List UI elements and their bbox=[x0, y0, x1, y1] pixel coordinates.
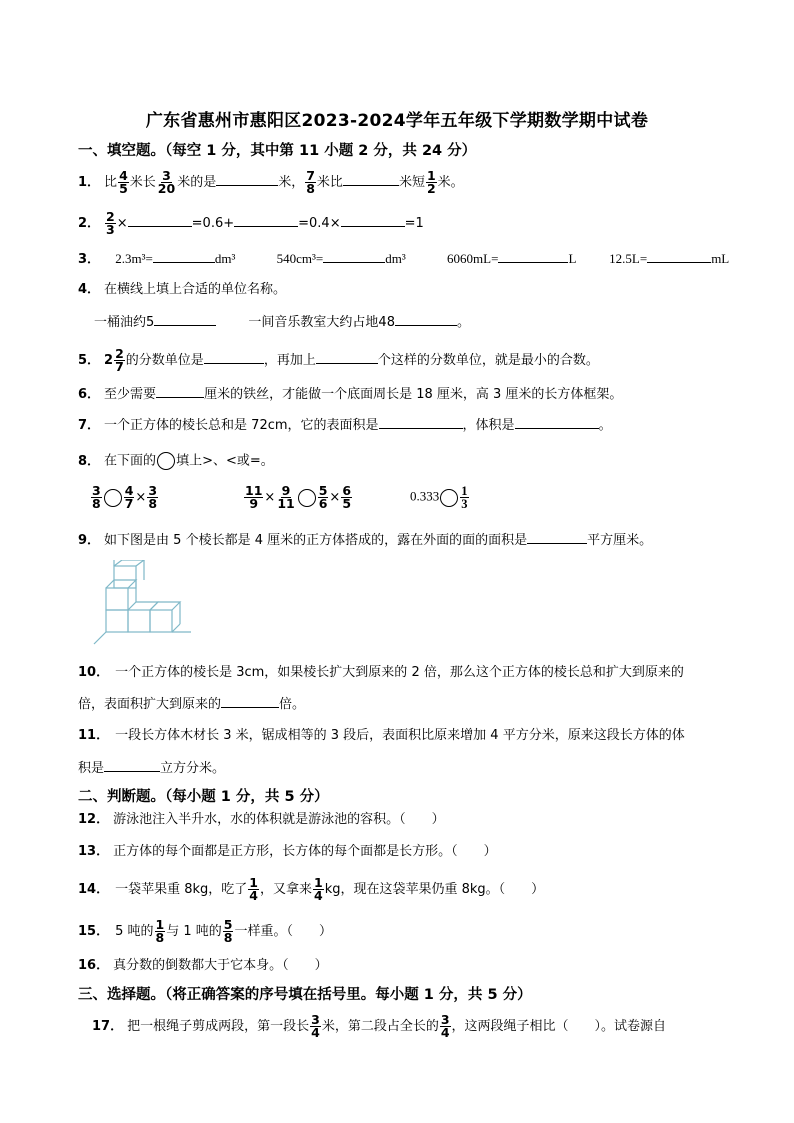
question-2: 2． $\frac{2}{3}$ × =0.6+ =0.4× =1 bbox=[78, 209, 424, 237]
compare-circle[interactable] bbox=[440, 489, 458, 507]
question-10: 10． 一个正方体的棱长是 3cm，如果棱长扩大到原来的 2 倍，那么这个正方体的棱长总和扩大到原来的 bbox=[78, 665, 684, 680]
question-number: 15． bbox=[78, 924, 110, 939]
answer-blank[interactable] bbox=[515, 416, 599, 429]
question-number: 12． bbox=[78, 812, 110, 827]
question-7: 7． 一个正方体的棱长总和是 72cm，它的表面积是 ，体积是 。 bbox=[78, 418, 612, 433]
question-number: 7． bbox=[78, 418, 101, 433]
question-16: 16． 真分数的倒数都大于它本身。（ ） bbox=[78, 958, 328, 973]
answer-blank[interactable] bbox=[216, 173, 278, 186]
question-number: 5． bbox=[78, 353, 101, 368]
compare-circle[interactable] bbox=[157, 452, 175, 470]
compare-circle[interactable] bbox=[104, 489, 122, 507]
question-8: 8． 在下面的 填上>、<或=。 bbox=[78, 453, 274, 469]
question-5: 5． 2 $\frac{2}{7}$ 的分数单位是 ，再加上 个这样的分数单位，就是最小的合数。 bbox=[78, 346, 599, 374]
question-number: 11． bbox=[78, 728, 110, 743]
question-10-line2: 倍，表面积扩大到原来的 倍。 bbox=[78, 697, 306, 712]
fraction: $\frac{2}{7}$ bbox=[115, 346, 124, 374]
section-true-false: 二、判断题。（每小题 1 分，共 5 分） bbox=[78, 789, 329, 805]
exam-title: 广东省惠州市惠阳区2023-2024学年五年级下学期数学期中试卷 bbox=[145, 111, 649, 131]
question-number: 8． bbox=[78, 453, 101, 469]
fraction: $\frac{3}{20}$ bbox=[157, 168, 176, 196]
fraction: $\frac{2}{3}$ bbox=[106, 209, 115, 237]
question-1: 1． 比 $\frac{4}{5}$ 米长 $\frac{3}{20}$ 米的是 米， $\frac{7}{8}$ 米比 米短 $\frac{1}{2}$ 米。 bbox=[78, 168, 464, 196]
answer-blank[interactable] bbox=[343, 173, 399, 186]
question-11-line2: 积是 立方分米。 bbox=[78, 761, 226, 776]
answer-blank[interactable] bbox=[154, 313, 216, 326]
question-number: 17． bbox=[92, 1019, 124, 1034]
section-fill-in: 一、填空题。（每空 1 分，其中第 11 小题 2 分，共 24 分） bbox=[78, 143, 477, 159]
question-number: 16． bbox=[78, 958, 110, 973]
fraction: $\frac{4}{5}$ bbox=[119, 168, 128, 196]
question-14: 14． 一袋苹果重 8kg，吃了 $\frac{1}{4}$ ，又拿来 $\frac{1}{4}$ kg，现在这袋苹果仍重 8kg。（ ） bbox=[78, 875, 545, 903]
question-number: 10． bbox=[78, 665, 110, 680]
answer-blank[interactable] bbox=[316, 351, 378, 364]
answer-blank[interactable] bbox=[323, 250, 385, 263]
compare-circle[interactable] bbox=[298, 489, 316, 507]
answer-blank[interactable] bbox=[204, 351, 264, 364]
question-4: 4． 在横线上填上合适的单位名称。 bbox=[78, 282, 287, 297]
fraction: $\frac{1}{2}$ bbox=[426, 168, 436, 196]
answer-blank[interactable] bbox=[153, 250, 215, 263]
answer-blank[interactable] bbox=[221, 695, 279, 708]
question-8-expr-1: $\frac{3}{8}$ $\frac{4}{7}$ × $\frac{3}{8}$ bbox=[92, 483, 158, 511]
question-15: 15． 5 吨的 $\frac{1}{8}$ 与 1 吨的 $\frac{5}{8}$ 一样重。（ ） bbox=[78, 917, 332, 945]
section-multiple-choice: 三、选择题。（将正确答案的序号填在括号里。每小题 1 分，共 5 分） bbox=[78, 987, 532, 1003]
question-number: 1． bbox=[78, 175, 101, 190]
answer-blank[interactable] bbox=[647, 250, 711, 263]
question-13: 13． 正方体的每个面都是正方形，长方体的每个面都是长方形。（ ） bbox=[78, 844, 497, 859]
answer-blank[interactable] bbox=[498, 250, 568, 263]
question-number: 13． bbox=[78, 844, 110, 859]
question-number: 6． bbox=[78, 387, 101, 402]
answer-blank[interactable] bbox=[234, 214, 298, 227]
question-4-parts: 一桶油约5 一间音乐教室大约占地48 。 bbox=[94, 315, 470, 330]
question-17: 17． 把一根绳子剪成两段，第一段长 $\frac{3}{4}$ 米，第二段占全长的 $\frac{3}{4}$ ，这两段绳子相比（ ）。试卷源自 bbox=[92, 1012, 667, 1040]
question-9: 9． 如下图是由 5 个棱长都是 4 厘米的正方体搭成的，露在外面的面的面积是 平方厘米。 bbox=[78, 533, 653, 548]
question-number: 14． bbox=[78, 882, 110, 897]
question-11: 11． 一段长方体木材长 3 米，锯成相等的 3 段后，表面积比原来增加 4 平方分米，原来这段长方体的体 bbox=[78, 728, 685, 743]
cube-figure bbox=[92, 560, 192, 652]
answer-blank[interactable] bbox=[341, 214, 405, 227]
answer-blank[interactable] bbox=[104, 759, 160, 772]
answer-blank[interactable] bbox=[395, 313, 457, 326]
answer-blank[interactable] bbox=[527, 531, 587, 544]
question-number: 9． bbox=[78, 533, 101, 548]
question-number: 2． bbox=[78, 216, 101, 231]
question-6: 6． 至少需要 厘米的铁丝，才能做一个底面周长是 18 厘米，高 3 厘米的长方体框架。 bbox=[78, 387, 623, 402]
question-8-expr-3: 0.333 $\frac{1}{3}$ bbox=[410, 484, 468, 511]
answer-blank[interactable] bbox=[379, 416, 463, 429]
answer-blank[interactable] bbox=[156, 385, 204, 398]
question-8-expr-2: $\frac{11}{9}$ × $\frac{9}{11}$ $\frac{5}{6}$ × $\frac{6}{5}$ bbox=[245, 483, 352, 511]
question-3: 3． 2.3m³= dm³ 540cm³= dm³ 6060mL= L 12.5L= mL bbox=[78, 251, 730, 267]
fraction: $\frac{7}{8}$ bbox=[306, 168, 315, 196]
answer-blank[interactable] bbox=[128, 214, 192, 227]
question-number: 3． bbox=[78, 252, 101, 267]
question-12: 12． 游泳池注入半升水，水的体积就是游泳池的容积。（ ） bbox=[78, 812, 445, 827]
question-number: 4． bbox=[78, 282, 101, 297]
